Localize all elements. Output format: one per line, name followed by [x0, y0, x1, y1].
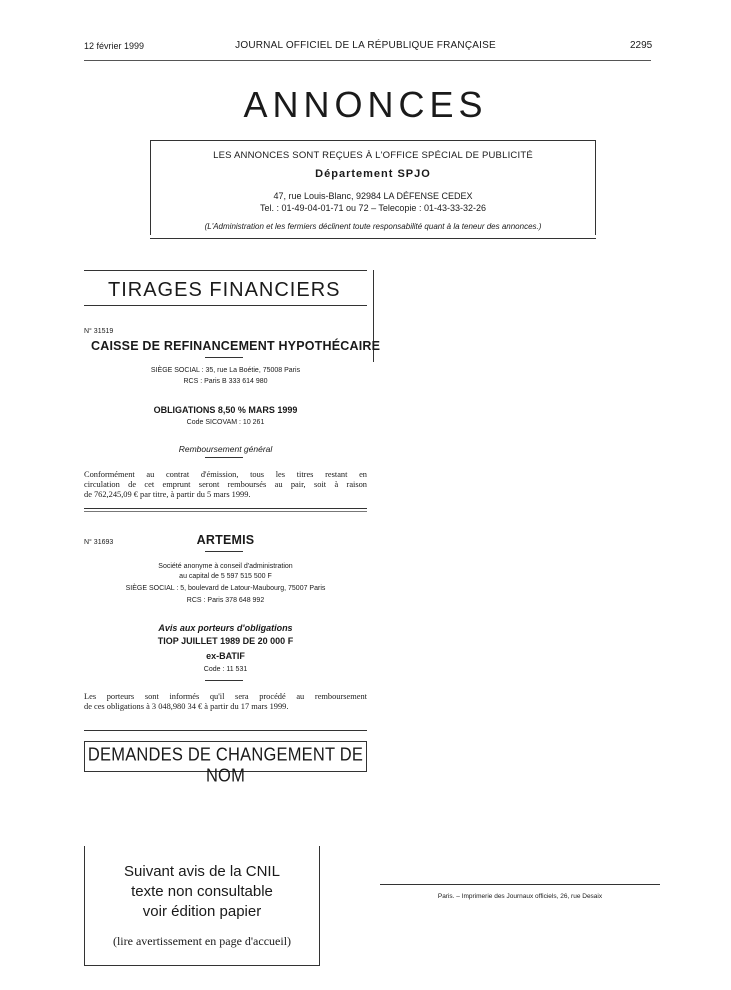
notice-phone: Tel. : 01-49-04-01-71 ou 72 – Telecopie : 01-43-33-32-26	[260, 203, 486, 213]
item-entity-name: ARTEMIS	[196, 533, 255, 547]
item-desc: Société anonyme à conseil d'administration	[158, 563, 293, 570]
item-capital: au capital de 5 597 515 500 F	[179, 573, 272, 580]
cnil-line-4: (lire avertissement en page d'accueil)	[112, 934, 292, 948]
item-ex: ex-BATIF	[206, 651, 245, 661]
section-title-tirages: TIRAGES FINANCIERS	[108, 279, 341, 301]
item-entity-name: CAISSE DE REFINANCEMENT HYPOTHÉCAIRE	[91, 339, 381, 353]
notice-bottom-rule	[150, 238, 596, 239]
section-title-noms: DEMANDES DE CHANGEMENT DE NOM	[87, 744, 364, 787]
item-separator	[84, 508, 367, 509]
notice-line-office: LES ANNONCES SONT REÇUES À L'OFFICE SPÉCIAL DE PUBLICITÉ	[213, 150, 533, 161]
item-code: Code : 11 531	[203, 666, 248, 673]
body-line: Conformément au contrat d'émission, tous les titres restant en	[84, 470, 367, 479]
item-rcs: RCS : Paris 378 648 992	[186, 597, 265, 604]
header-journal-title: JOURNAL OFFICIEL DE LA RÉPUBLIQUE FRANÇAISE	[235, 40, 496, 51]
code-underline	[205, 680, 243, 681]
header-rule	[84, 60, 651, 61]
page-title: ANNONCES	[243, 84, 488, 125]
item-siege: SIÈGE SOCIAL : 35, rue La Boétie, 75008 Paris	[150, 367, 301, 374]
item-bond: OBLIGATIONS 8,50 % MARS 1999	[153, 405, 298, 415]
header-page-number: 2295	[630, 40, 653, 51]
body-line: circulation de cet emprunt seront remboursés au pair, soit à raison	[84, 480, 367, 489]
title-underline	[205, 551, 243, 552]
notice-disclaimer: (L'Administration et les fermiers déclinent toute responsabilité quant à la teneur des annonces.)	[204, 222, 542, 231]
item-subtitle: Remboursement général	[178, 444, 273, 454]
cnil-line-3: voir édition papier	[142, 903, 262, 920]
body-line: de 762,245,09 € par titre, à partir du 5 mars 1999.	[84, 490, 251, 499]
item-separator-2	[84, 511, 367, 512]
item-separator	[84, 730, 367, 731]
body-line: Les porteurs sont informés qu'il sera procédé au remboursement	[84, 692, 367, 701]
item-ref: N° 31519	[84, 328, 114, 335]
header-date: 12 février 1999	[84, 41, 145, 51]
subtitle-underline	[205, 457, 243, 458]
cnil-box	[84, 846, 320, 966]
item-code: Code SICOVAM : 10 261	[186, 419, 265, 426]
item-rcs: RCS : Paris B 333 614 980	[183, 378, 268, 385]
item-avis: Avis aux porteurs d'obligations	[158, 623, 293, 633]
title-underline	[205, 357, 243, 358]
cnil-line-1: Suivant avis de la CNIL	[124, 863, 280, 880]
notice-box	[150, 140, 596, 238]
section-top-rule	[84, 270, 367, 271]
notice-address: 47, rue Louis-Blanc, 92984 LA DÉFENSE CEDEX	[273, 191, 473, 201]
imprint: Paris. – Imprimerie des Journaux officiels, 26, rue Desaix	[437, 893, 603, 900]
cnil-line-2: texte non consultable	[131, 883, 273, 900]
item-tiop: TIOP JUILLET 1989 DE 20 000 F	[157, 636, 294, 646]
notice-department: Département SPJO	[315, 168, 431, 180]
section-title-rule	[84, 305, 367, 306]
item-ref: N° 31693	[84, 539, 114, 546]
body-line: de ces obligations à 3 048,980 34 € à partir du 17 mars 1999.	[84, 702, 289, 711]
imprint-rule	[380, 884, 660, 885]
item-body	[84, 470, 367, 500]
item-body	[84, 692, 367, 712]
section-box-noms	[84, 741, 367, 787]
item-siege: SIÈGE SOCIAL : 5, boulevard de Latour-Maubourg, 75007 Paris	[125, 585, 326, 592]
